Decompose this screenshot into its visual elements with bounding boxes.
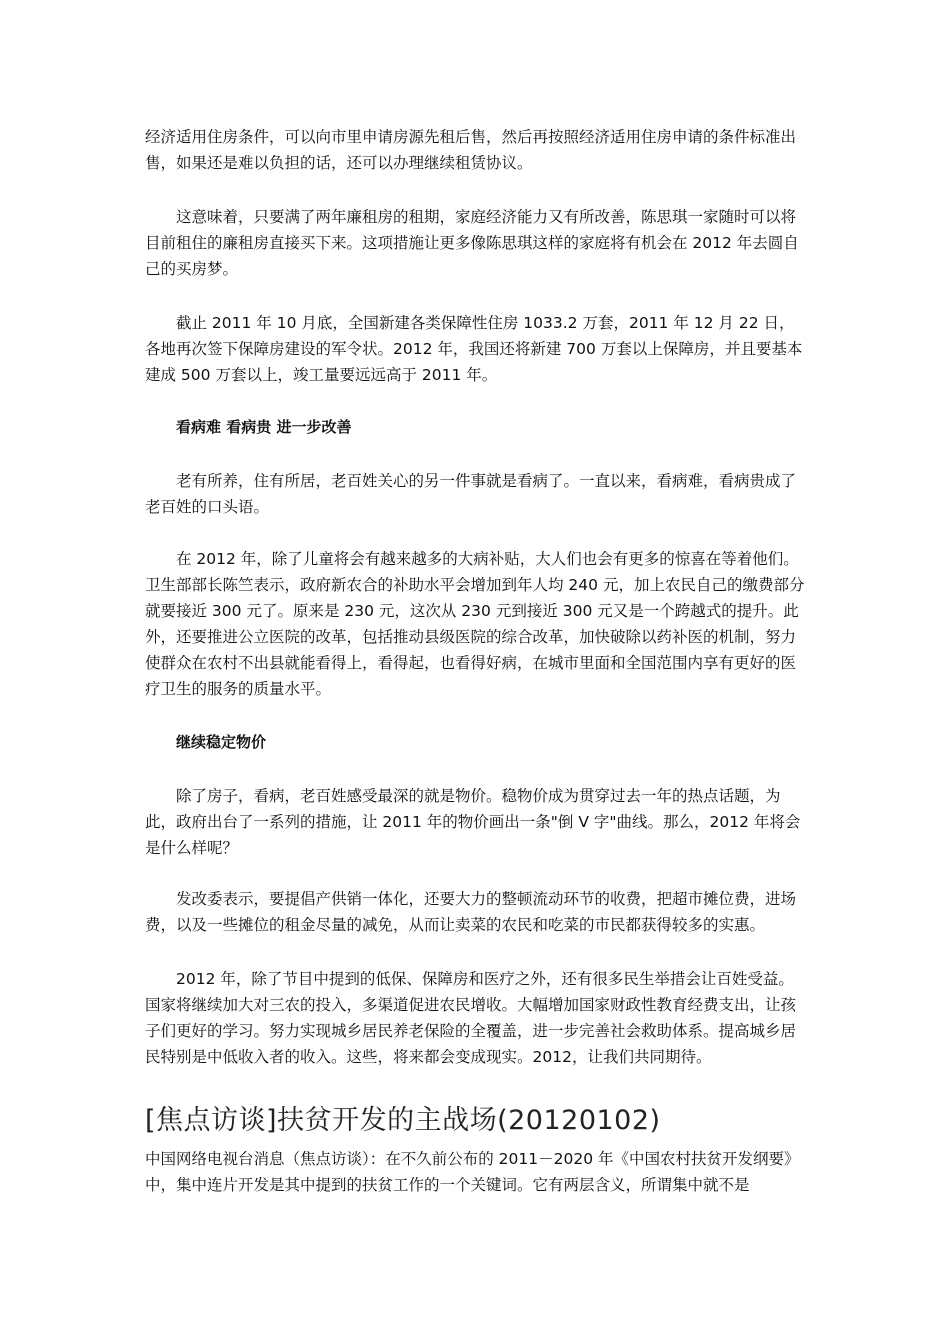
- article-title: [焦点访谈]扶贫开发的主战场(20120102): [145, 1105, 661, 1136]
- paragraph-livelihood-outlook: 2012 年，除了节目中提到的低保、保障房和医疗之外，还有很多民生举措会让百姓受益。国家将继续加大对三农的投入，多渠道促进农民增收。大幅增加国家财政性教育经费支出，让孩子们更好的学习。努力实现城乡居民养老保险的全覆盖，进一步完善社会救助体系。提高城乡居民特别是中低收入者的收入。这些，将来都会变成现实。2012，让我们共同期待。: [145, 970, 797, 1066]
- paragraph-housing-stats: 截止 2011 年 10 月底，全国新建各类保障性住房 1033.2 万套，2011 年 12 月 22 日，各地再次签下保障房建设的军令状。2012 年，我国还将新建 700 万套以上保障房，并且要基本建成 500 万套以上，竣工量要远远高于 2011 年。: [145, 314, 803, 384]
- section-heading-healthcare: 看病难 看病贵 进一步改善: [176, 418, 352, 436]
- paragraph-ndrc-measures: 发改委表示，要提倡产供销一体化，还要大力的整顿流动环节的收费，把超市摊位费，进场费，以及一些摊位的租金尽量的减免，从而让卖菜的农民和吃菜的市民都获得较多的实惠。: [145, 890, 797, 934]
- paragraph-rent-to-own: 这意味着，只要满了两年廉租房的租期，家庭经济能力又有所改善，陈思琪一家随时可以将目前租住的廉租房直接买下来。这项措施让更多像陈思琪这样的家庭将有机会在 2012 年去圆自己的买房梦。: [145, 208, 799, 278]
- paragraph-healthcare-reform: 在 2012 年，除了儿童将会有越来越多的大病补贴，大人们也会有更多的惊喜在等着他们。卫生部部长陈竺表示，政府新农合的补助水平会增加到年人均 240 元，加上农民自己的缴费部分就要接近 300 元了。原来是 230 元，这次从 230 元到接近 300 元又是一个跨越式的提升。此外，还要推进公立医院的改革，包括推动县级医院的综合改革，加快破除以药补医的机制，努力使群众在农村不出县就能看得上，看得起，也看得好病，在城市里面和全国范围内享有更好的医疗卫生的服务的质量水平。: [145, 550, 805, 698]
- section-heading-prices: 继续稳定物价: [176, 733, 267, 751]
- paragraph-healthcare-concern: 老有所养，住有所居，老百姓关心的另一件事就是看病了。一直以来，看病难，看病贵成了老百姓的口头语。: [145, 472, 797, 516]
- paragraph-housing-conditions: 经济适用住房条件，可以向市里申请房源先租后售，然后再按照经济适用住房申请的条件标准出售，如果还是难以负担的话，还可以办理继续租赁协议。: [145, 128, 797, 172]
- paragraph-price-stability: 除了房子，看病，老百姓感受最深的就是物价。稳物价成为贯穿过去一年的热点话题，为此，政府出台了一系列的措施，让 2011 年的物价画出一条"倒 V 字"曲线。那么，2012 年将会是什么样呢？: [145, 787, 801, 857]
- article-intro: 中国网络电视台消息（焦点访谈）：在不久前公布的 2011－2020 年《中国农村扶贫开发纲要》中，集中连片开发是其中提到的扶贫工作的一个关键词。它有两层含义，所谓集中就不是: [145, 1150, 800, 1194]
